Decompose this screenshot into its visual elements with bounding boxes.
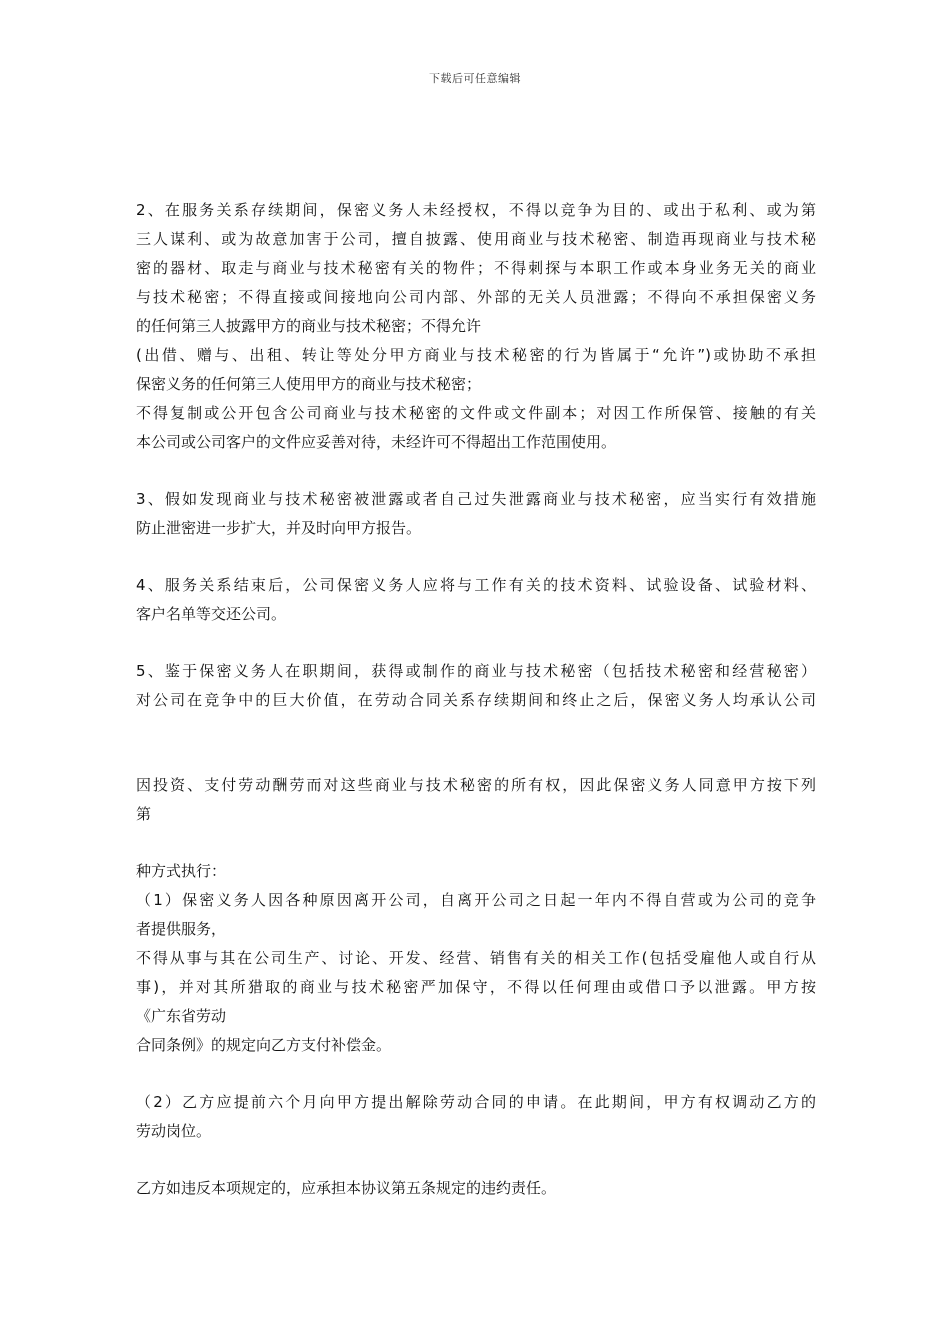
text-line: 事)，并对其所猎取的商业与技术秘密严加保守，不得以任何理由或借口予以泄露。甲方按 [136,978,816,996]
text-line: （1）保密义务人因各种原因离开公司，自离开公司之日起一年内不得自营或为公司的竞争 [136,891,816,909]
text-line: 《广东省劳动 [136,1007,227,1025]
text-line: 保密义务的任何第三人使用甲方的商业与技术秘密； [136,375,482,393]
text-line: 密的器材、取走与商业与技术秘密有关的物件；不得刺探与本职工作或本身业务无关的商业 [136,259,816,277]
text-line: 因投资、支付劳动酬劳而对这些商业与技术秘密的所有权，因此保密义务人同意甲方按下列 [136,776,816,794]
text-line: (出借、赠与、出租、转让等处分甲方商业与技术秘密的行为皆属于“允许”)或协助不承担 [136,346,816,364]
text-line: 客户名单等交还公司。 [136,605,287,623]
text-line: 第 [136,805,152,823]
text-line: 的任何第三人披露甲方的商业与技术秘密；不得允许 [136,317,482,335]
text-line: 4、服务关系结束后，公司保密义务人应将与工作有关的技术资料、试验设备、试验材料、 [136,576,816,594]
text-line: 劳动岗位。 [136,1122,212,1140]
text-line: （2）乙方应提前六个月向甲方提出解除劳动合同的申请。在此期间，甲方有权调动乙方的 [136,1093,816,1111]
text-line: 不得复制或公开包含公司商业与技术秘密的文件或文件副本；对因工作所保管、接触的有关 [136,404,816,422]
text-line: 不得从事与其在公司生产、讨论、开发、经营、销售有关的相关工作(包括受雇他人或自行从 [136,949,816,967]
text-line: 乙方如违反本项规定的，应承担本协议第五条规定的违约责任。 [136,1179,557,1197]
download-note: 下载后可任意编辑 [429,72,521,85]
text-line: 三人谋利、或为故意加害于公司，擅自披露、使用商业与技术秘密、制造再现商业与技术秘 [136,230,816,248]
text-line: 本公司或公司客户的文件应妥善对待，未经许可不得超出工作范围使用。 [136,433,617,451]
text-line: 3、假如发现商业与技术秘密被泄露或者自己过失泄露商业与技术秘密，应当实行有效措施 [136,490,816,508]
text-line: 2、在服务关系存续期间，保密义务人未经授权，不得以竞争为目的、或出于私利、或为第 [136,201,816,219]
text-line: 者提供服务， [136,920,227,938]
text-line: 与技术秘密；不得直接或间接地向公司内部、外部的无关人员泄露；不得向不承担保密义务 [136,288,816,306]
text-line: 对公司在竞争中的巨大价值，在劳动合同关系存续期间和终止之后，保密义务人均承认公司 [136,691,816,709]
text-line: 合同条例》的规定向乙方支付补偿金。 [136,1036,392,1054]
text-line: 5、鉴于保密义务人在职期间，获得或制作的商业与技术秘密（包括技术秘密和经营秘密） [136,662,816,680]
text-line: 种方式执行： [136,862,227,880]
text-line: 防止泄密进一步扩大，并及时向甲方报告。 [136,519,422,537]
